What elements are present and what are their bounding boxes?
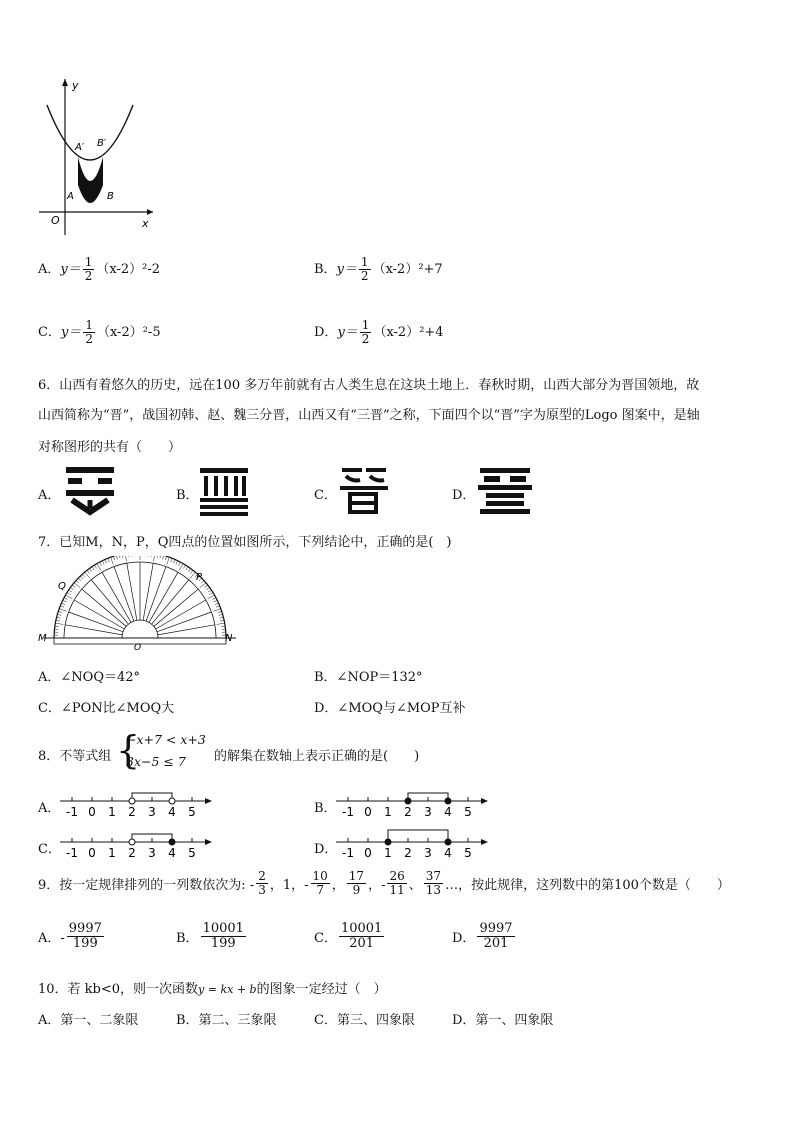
q8-option-c-letter[interactable]: C． bbox=[38, 842, 61, 857]
number-line-tick-label: 5 bbox=[464, 805, 472, 819]
jin-logo-b-icon[interactable] bbox=[198, 464, 250, 518]
q5-option-d[interactable] bbox=[314, 319, 444, 346]
q9-option-c[interactable] bbox=[314, 922, 386, 952]
fraction bbox=[359, 256, 371, 283]
number-line-arrow bbox=[205, 798, 212, 804]
protractor-tick bbox=[160, 556, 161, 558]
fraction-numerator: 9997 bbox=[68, 921, 102, 936]
q9-option-b[interactable] bbox=[176, 922, 248, 952]
fraction-numerator: 1 bbox=[361, 318, 370, 332]
fraction bbox=[347, 870, 366, 897]
protractor-tick bbox=[165, 556, 166, 560]
number-line-arrow bbox=[481, 798, 488, 804]
protractor-ray bbox=[158, 625, 215, 635]
protractor-tick bbox=[61, 603, 65, 605]
protractor-tick bbox=[220, 620, 224, 621]
number-line-tick-label: 2 bbox=[128, 805, 136, 819]
origin-label: O bbox=[51, 214, 60, 227]
option-expression: （x-2）²+4 bbox=[373, 325, 444, 341]
fraction bbox=[387, 870, 406, 897]
q9-stem bbox=[38, 870, 730, 897]
protractor-tick bbox=[89, 568, 91, 571]
option-lhs: y＝ bbox=[60, 262, 81, 278]
fraction-denominator: 9 bbox=[352, 883, 361, 898]
protractor-tick bbox=[92, 567, 94, 570]
q6-option-a-letter[interactable]: A． bbox=[38, 488, 61, 503]
number-line-tick-label: 1 bbox=[384, 846, 392, 860]
q7-option-b[interactable]: B．∠NOP＝132° bbox=[314, 670, 423, 685]
protractor-ray bbox=[127, 563, 137, 620]
fraction-denominator: 3 bbox=[258, 883, 266, 898]
q5-option-b[interactable] bbox=[314, 256, 443, 283]
fraction bbox=[67, 922, 104, 952]
separator: 、 bbox=[408, 878, 422, 894]
point-b-label: B bbox=[107, 191, 114, 202]
protractor-tick bbox=[111, 557, 114, 565]
q8-option-d-letter[interactable]: D． bbox=[314, 842, 338, 857]
q8-prefix: 8．不等式组 bbox=[38, 749, 112, 764]
number-line-tick-label: -1 bbox=[342, 805, 354, 819]
number-line-tick-label: 5 bbox=[464, 846, 472, 860]
fraction bbox=[83, 319, 95, 346]
number-line-tick-label: 0 bbox=[364, 805, 372, 819]
protractor-tick bbox=[78, 578, 81, 581]
protractor-tick bbox=[128, 556, 129, 557]
closed-endpoint bbox=[169, 839, 175, 845]
protractor-tick bbox=[214, 600, 218, 602]
protractor-tick bbox=[113, 556, 114, 560]
protractor-tick bbox=[190, 570, 192, 573]
fraction-numerator: 2 bbox=[258, 869, 266, 883]
number-line-tick-label: 0 bbox=[88, 846, 96, 860]
number-line-tick-label: 2 bbox=[404, 805, 412, 819]
option-expression: （x-2）²-2 bbox=[96, 262, 161, 278]
q8-option-b-letter[interactable]: B． bbox=[314, 801, 337, 816]
protractor-ray bbox=[102, 572, 131, 622]
protractor-tick bbox=[76, 580, 79, 583]
option-lhs: y＝ bbox=[337, 325, 358, 341]
protractor-tick bbox=[213, 609, 221, 612]
protractor-tick bbox=[179, 564, 183, 571]
number-line-tick-label: 1 bbox=[108, 805, 116, 819]
q9-suffix: …，按此规律，这列数中的第100个数是（ ） bbox=[445, 878, 730, 894]
closed-endpoint bbox=[445, 839, 451, 845]
option-lhs: y＝ bbox=[60, 325, 82, 341]
protractor-tick bbox=[186, 567, 188, 570]
option-letter: B． bbox=[314, 262, 337, 278]
solution-interval bbox=[388, 830, 448, 842]
fraction-denominator: 201 bbox=[483, 936, 509, 952]
protractor-diagram bbox=[36, 556, 242, 652]
number-line-tick-label: 5 bbox=[188, 846, 196, 860]
number-line-tick-label: 3 bbox=[424, 846, 432, 860]
q7-option-c[interactable]: C．∠PON比∠MOQ大 bbox=[38, 701, 175, 716]
protractor-tick bbox=[119, 556, 120, 558]
protractor-tick bbox=[100, 562, 102, 566]
option-letter: A． bbox=[38, 262, 61, 278]
open-endpoint bbox=[129, 839, 135, 845]
separator: ，1，- bbox=[269, 878, 309, 894]
q6-option-b-letter[interactable]: B． bbox=[176, 488, 199, 503]
option-letter: D． bbox=[314, 325, 338, 341]
number-line-tick-label: 2 bbox=[128, 846, 136, 860]
q10-prefix: 10．若 kb<0，则一次函数 bbox=[38, 982, 199, 997]
protractor-tick bbox=[218, 611, 222, 612]
protractor-ray bbox=[74, 600, 124, 629]
number-line-c[interactable] bbox=[58, 829, 214, 863]
fraction bbox=[360, 319, 372, 346]
q6-stem-line-3: 对称图形的共有（ ） bbox=[38, 440, 182, 455]
point-q-label: Q bbox=[58, 581, 66, 592]
fraction bbox=[424, 870, 443, 897]
q6-stem-line-1: 6．山西有着悠久的历史，远在100 多万年前就有古人类生息在这块土地上．春秋时期，山西大部分为晋国领地，故 bbox=[38, 378, 700, 393]
inequality-2: 3x−5 ≤ 7 bbox=[126, 754, 186, 769]
protractor-tick bbox=[102, 561, 104, 565]
option-letter: D． bbox=[452, 931, 476, 947]
fraction-numerator: 10 bbox=[312, 869, 328, 883]
fraction-numerator: 1 bbox=[360, 255, 369, 269]
protractor-tick bbox=[56, 620, 60, 621]
protractor-tick bbox=[59, 609, 67, 612]
q10-option-d[interactable]: D．第一、四象限 bbox=[452, 1013, 554, 1028]
protractor-tick bbox=[178, 562, 180, 566]
number-line-d[interactable] bbox=[334, 829, 490, 863]
protractor-tick bbox=[205, 585, 208, 587]
point-a-label: A bbox=[67, 191, 74, 202]
protractor-tick bbox=[94, 565, 96, 568]
protractor-tick bbox=[63, 600, 67, 602]
fraction-numerator: 10001 bbox=[340, 921, 383, 936]
protractor-tick bbox=[80, 576, 83, 579]
protractor-tick bbox=[116, 556, 117, 559]
y-axis-label: y bbox=[72, 79, 79, 92]
protractor-tick bbox=[108, 558, 109, 562]
fraction-denominator: 199 bbox=[210, 936, 236, 952]
q6-option-c-letter[interactable]: C． bbox=[314, 488, 337, 503]
protractor-tick bbox=[67, 592, 70, 594]
protractor-tick bbox=[206, 587, 209, 589]
q9-option-a[interactable] bbox=[38, 922, 106, 952]
number-line-tick-label: 4 bbox=[168, 805, 176, 819]
fraction-denominator: 11 bbox=[389, 883, 405, 898]
protractor-tick bbox=[97, 564, 101, 571]
fraction-numerator: 9997 bbox=[479, 921, 513, 936]
protractor-tick bbox=[210, 592, 213, 594]
option-letter: B． bbox=[176, 931, 199, 947]
protractor-tick bbox=[125, 556, 126, 561]
number-line-tick-label: 1 bbox=[384, 805, 392, 819]
fraction-numerator: 37 bbox=[425, 869, 442, 883]
number-line-tick-label: 3 bbox=[424, 805, 432, 819]
number-line-tick-label: 3 bbox=[148, 846, 156, 860]
point-b-prime-label: B′ bbox=[97, 138, 107, 149]
number-line-arrow bbox=[205, 839, 212, 845]
number-line-tick-label: 2 bbox=[404, 846, 412, 860]
protractor-tick bbox=[208, 595, 215, 599]
q5-option-a[interactable] bbox=[38, 256, 160, 283]
jin-logo-c-icon[interactable] bbox=[336, 464, 392, 518]
fraction bbox=[256, 870, 268, 897]
option-letter: C． bbox=[314, 931, 337, 947]
point-p-label: P bbox=[196, 572, 203, 583]
protractor-tick bbox=[72, 585, 75, 587]
open-endpoint bbox=[169, 798, 175, 804]
number-line-tick-label: 3 bbox=[148, 805, 156, 819]
fraction-numerator: 10001 bbox=[202, 921, 244, 936]
q10-option-b[interactable]: B．第二、三象限 bbox=[176, 1013, 277, 1028]
protractor-tick bbox=[55, 626, 59, 627]
q10-suffix: 的图象一定经过（ ） bbox=[256, 982, 387, 997]
q9-option-d[interactable] bbox=[452, 922, 517, 952]
q10-option-a[interactable]: A．第一、二象限 bbox=[38, 1013, 139, 1028]
protractor-ray bbox=[149, 572, 178, 622]
q7-option-a[interactable]: A．∠NOQ＝42° bbox=[38, 670, 141, 685]
open-endpoint bbox=[129, 798, 135, 804]
fraction-denominator: 13 bbox=[425, 883, 442, 898]
protractor-tick bbox=[122, 556, 123, 558]
q5-option-c[interactable] bbox=[38, 319, 161, 346]
number-line-tick-label: 1 bbox=[108, 846, 116, 860]
protractor-tick bbox=[221, 626, 225, 627]
protractor-tick bbox=[215, 603, 219, 605]
point-a-prime-label: A′ bbox=[75, 142, 85, 153]
fraction bbox=[339, 922, 384, 952]
number-line-tick-label: -1 bbox=[342, 846, 354, 860]
option-lhs: y＝ bbox=[336, 262, 357, 278]
number-line-tick-label: -1 bbox=[66, 805, 78, 819]
q6-option-d-letter[interactable]: D． bbox=[452, 488, 476, 503]
protractor-tick bbox=[176, 561, 178, 565]
point-o-label: O bbox=[134, 643, 142, 652]
protractor-tick bbox=[220, 617, 224, 618]
fraction-numerator: 1 bbox=[84, 255, 93, 269]
protractor-tick bbox=[217, 623, 225, 624]
fraction-numerator: 26 bbox=[389, 869, 405, 883]
q10-stem bbox=[38, 978, 387, 997]
closed-endpoint bbox=[405, 798, 411, 804]
protractor-tick bbox=[57, 617, 61, 618]
fraction-denominator: 2 bbox=[361, 332, 370, 347]
protractor-ray bbox=[146, 567, 166, 622]
jin-logo-d-icon[interactable] bbox=[476, 466, 534, 516]
number-line-tick-label: 4 bbox=[444, 805, 452, 819]
number-line-a[interactable] bbox=[58, 788, 214, 822]
protractor-tick bbox=[167, 557, 170, 565]
protractor-tick bbox=[212, 598, 216, 600]
protractor-tick bbox=[216, 606, 220, 607]
q10-function: y = kx + b bbox=[198, 983, 257, 996]
protractor-ray bbox=[69, 612, 124, 632]
protractor-tick bbox=[69, 590, 72, 592]
protractor-tick bbox=[157, 556, 158, 558]
protractor-tick bbox=[60, 606, 64, 607]
fraction-numerator: 17 bbox=[348, 869, 365, 883]
parabola-graph bbox=[35, 75, 160, 240]
number-line-tick-label: 5 bbox=[188, 805, 196, 819]
protractor-tick bbox=[171, 558, 172, 562]
protractor-tick bbox=[208, 590, 211, 592]
q6-stem-line-2: 山西简称为“晋”，战国初韩、赵、魏三分晋，山西又有“三晋”之称，下面四个以“晋”字为原型的Logo 图案中，是轴 bbox=[38, 408, 700, 423]
closed-endpoint bbox=[385, 839, 391, 845]
protractor-tick bbox=[188, 568, 190, 571]
number-line-tick-label: 0 bbox=[364, 846, 372, 860]
protractor-tick bbox=[87, 570, 89, 573]
protractor-ray bbox=[143, 563, 153, 620]
point-m-label: M bbox=[38, 633, 47, 644]
protractor-tick bbox=[57, 614, 61, 615]
closed-endpoint bbox=[445, 798, 451, 804]
x-axis-label: x bbox=[142, 217, 149, 230]
fraction-denominator: 7 bbox=[316, 883, 324, 898]
jin-logo-a-icon[interactable] bbox=[62, 464, 118, 518]
q8-option-a-letter[interactable]: A． bbox=[38, 801, 61, 816]
separator: ， bbox=[331, 878, 345, 894]
protractor-ray bbox=[156, 600, 206, 629]
fraction bbox=[477, 922, 514, 952]
protractor-tick bbox=[163, 556, 164, 559]
fraction bbox=[83, 256, 95, 283]
number-line-b[interactable] bbox=[334, 788, 490, 822]
point-n-label: N bbox=[225, 633, 233, 644]
protractor-tick bbox=[55, 623, 63, 624]
number-line-tick-label: 4 bbox=[168, 846, 176, 860]
separator: ，- bbox=[368, 878, 386, 894]
option-letter: C． bbox=[38, 325, 61, 341]
option-letter: A．- bbox=[38, 931, 65, 947]
number-line-arrow bbox=[481, 839, 488, 845]
fraction-denominator: 2 bbox=[85, 332, 93, 347]
fraction-denominator: 2 bbox=[360, 269, 369, 284]
protractor-tick bbox=[105, 559, 107, 563]
q7-stem: 7．已知M，N，P，Q四点的位置如图所示，下列结论中，正确的是( ) bbox=[38, 535, 452, 550]
fraction-numerator: 1 bbox=[85, 318, 93, 332]
q9-prefix: 9．按一定规律排列的一列数依次为: - bbox=[38, 878, 255, 894]
protractor-tick bbox=[82, 574, 85, 577]
number-line-tick-label: -1 bbox=[66, 846, 78, 860]
protractor-ray bbox=[114, 567, 134, 622]
protractor-ray bbox=[65, 625, 122, 635]
q10-option-c[interactable]: C．第三、四象限 bbox=[314, 1013, 415, 1028]
fraction-denominator: 2 bbox=[84, 269, 93, 284]
protractor-tick bbox=[70, 587, 73, 589]
fraction bbox=[201, 922, 246, 952]
protractor-tick bbox=[66, 595, 73, 599]
protractor-tick bbox=[58, 611, 62, 612]
number-line-tick-label: 0 bbox=[88, 805, 96, 819]
option-expression: （x-2）²+7 bbox=[372, 262, 443, 278]
option-expression: （x-2）²-5 bbox=[96, 325, 161, 341]
fraction bbox=[311, 870, 330, 897]
protractor-tick bbox=[183, 565, 185, 568]
protractor-tick bbox=[64, 598, 68, 600]
inequality-1: −x+7 < x+3 bbox=[126, 732, 206, 747]
q7-option-d[interactable]: D．∠MOQ与∠MOP互补 bbox=[314, 701, 466, 716]
number-line-tick-label: 4 bbox=[444, 846, 452, 860]
protractor-tick bbox=[173, 559, 175, 563]
protractor-ray bbox=[157, 612, 212, 632]
protractor-tick bbox=[154, 556, 155, 561]
protractor-tick bbox=[151, 556, 152, 557]
protractor-tick bbox=[219, 614, 223, 615]
q8-suffix: 的解集在数轴上表示正确的是( ) bbox=[214, 749, 420, 764]
fraction-denominator: 199 bbox=[72, 936, 98, 952]
fraction-denominator: 201 bbox=[349, 936, 375, 952]
